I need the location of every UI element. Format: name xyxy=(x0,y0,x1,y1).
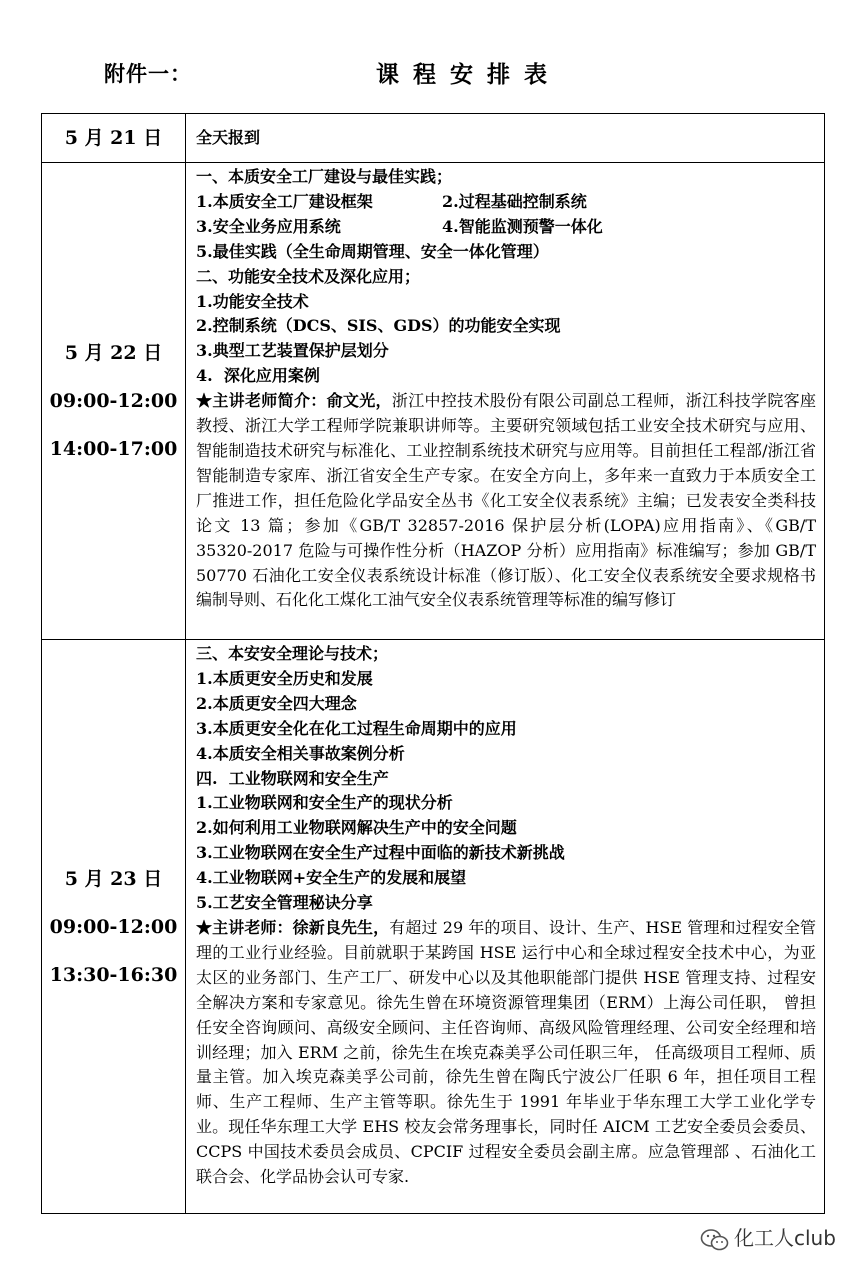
content-line: 2.如何利用工业物联网解决生产中的安全问题 xyxy=(196,818,517,838)
teacher-description: 浙江中控技术股份有限公司副总工程师，浙江科技学院客座教授、浙江大学工程师学院兼职讲师等。主要研究领域包括工业安全技术研究与应用、智能制造技术研究与标准化、工业控制系统技术研究与应用等。目前担任工程部/浙江省智能制造专家库、浙江省安全生产专家。在安全方向上，多年来一直致力于本质安全工厂推进工作，担任危险化学品安全丛书《化工安全仪表系统》主编；已发表安全类科技论文 13 篇；参加《GB/T 32857-2016 保护层分析(LOPA)应用指南》、《GB/T 35320-2017 危险与可操作性分析（HAZOP 分析）应用指南》标准编写；参加 GB/T 50770 石油化工安全仪表系统设计标准（修订版）、化工安全仪表系统安全要求规格书编制导则、石化化工煤化工油气安全仪表系统管理等标准的编写修订 xyxy=(196,391,816,610)
section-heading: 一、本质安全工厂建设与最佳实践； xyxy=(196,167,453,186)
content-cell xyxy=(186,640,825,1214)
content-line: 3.本质更安全化在化工过程生命周期中的应用 xyxy=(196,718,517,738)
content-line: 1.本质更安全历史和发展 xyxy=(196,668,373,688)
section-heading: 四. 工业物联网和安全生产 xyxy=(196,768,389,788)
content-cell xyxy=(186,163,825,640)
content-line: 3.典型工艺装置保护层划分 xyxy=(196,341,389,361)
content-line: 4. 深化应用案例 xyxy=(196,366,320,386)
content-cell xyxy=(186,114,825,163)
date-cell xyxy=(42,163,186,640)
content-line: 4.本质安全相关事故案例分析 xyxy=(196,743,405,763)
time-slot: 13:30-16:30 xyxy=(49,963,178,986)
content-item: 4.智能监测预警一体化 xyxy=(442,216,603,236)
content-item: 2.过程基础控制系统 xyxy=(442,191,587,211)
content-line: 3.工业物联网在安全生产过程中面临的新技术新挑战 xyxy=(196,843,565,863)
teacher-name: ★主讲老师：徐新良先生， xyxy=(196,917,390,937)
section-heading: 二、功能安全技术及深化应用； xyxy=(196,266,421,286)
watermark-text: 化工人club xyxy=(734,1226,836,1250)
teacher-name: ★主讲老师简介：俞文光， xyxy=(196,391,392,411)
content-line: 2.控制系统（DCS、SIS、GDS）的功能安全实现 xyxy=(196,316,561,336)
content-line: 4.工业物联网+安全生产的发展和展望 xyxy=(196,868,467,888)
content-line: 全天报到 xyxy=(196,127,261,147)
content-item: 1.本质安全工厂建设框架 xyxy=(196,191,373,211)
table-row xyxy=(42,640,825,1214)
date-label: 5 月 22 日 xyxy=(64,342,163,364)
content-item: 3.安全业务应用系统 xyxy=(196,216,341,236)
date-cell xyxy=(42,114,186,163)
content-line xyxy=(196,190,824,215)
attachment-label: 附件一： xyxy=(104,62,192,86)
content-line: 5.工艺安全管理秘诀分享 xyxy=(196,893,373,913)
table-row xyxy=(42,163,825,640)
time-slot: 09:00-12:00 xyxy=(49,390,178,412)
content-line: 1.功能安全技术 xyxy=(196,291,309,311)
table-row xyxy=(42,114,825,163)
content-line: 1.工业物联网和安全生产的现状分析 xyxy=(196,793,453,813)
content-line: 2.本质更安全四大理念 xyxy=(196,693,357,713)
wechat-icon xyxy=(700,1228,730,1252)
page-title: 课程安排表 xyxy=(376,62,561,88)
date-label: 5 月 21 日 xyxy=(64,127,163,149)
time-slot: 14:00-17:00 xyxy=(49,438,178,460)
teacher-bio xyxy=(196,916,824,1190)
date-label: 5 月 23 日 xyxy=(64,867,163,890)
watermark xyxy=(700,1222,836,1252)
content-line xyxy=(196,215,824,240)
content-line: 5.最佳实践（全生命周期管理、安全一体化管理） xyxy=(196,241,549,261)
section-heading: 三、本安安全理论与技术； xyxy=(196,644,389,663)
schedule-table xyxy=(41,113,825,1214)
teacher-description: 有超过 29 年的项目、设计、生产、HSE 管理和过程安全管理的工业行业经验。目前就职于某跨国 HSE 运行中心和全球过程安全技术中心，为亚太区的业务部门、生产工厂、研发中心以及其他职能部门提供 HSE 管理支持、过程安全解决方案和专家意见。徐先生曾在环境资源管理集团（ERM）上海公司任职， 曾担任安全咨询顾问、高级安全顾问、主任咨询师、高级风险管理经理、公司安全经理和培训经理；加入 ERM 之前，徐先生在埃克森美孚公司任职三年， 任高级项目工程师、质量主管。加入埃克森美孚公司前，徐先生曾在陶氏宁波公厂任职 6 年，担任项目工程师、生产工程师、生产主管等职。徐先生于 1991 年毕业于华东理工大学工业化学专业。现任华东理工大学 EHS 校友会常务理事长，同时任 AICM 工艺安全委员会委员、CCPS 中国技术委员会成员、CPCIF 过程安全委员会副主席。应急管理部 、石油化工联合会、化学品协会认可专家. xyxy=(196,917,816,1187)
teacher-bio xyxy=(196,389,824,613)
time-slot: 09:00-12:00 xyxy=(49,915,178,938)
date-cell xyxy=(42,640,186,1214)
